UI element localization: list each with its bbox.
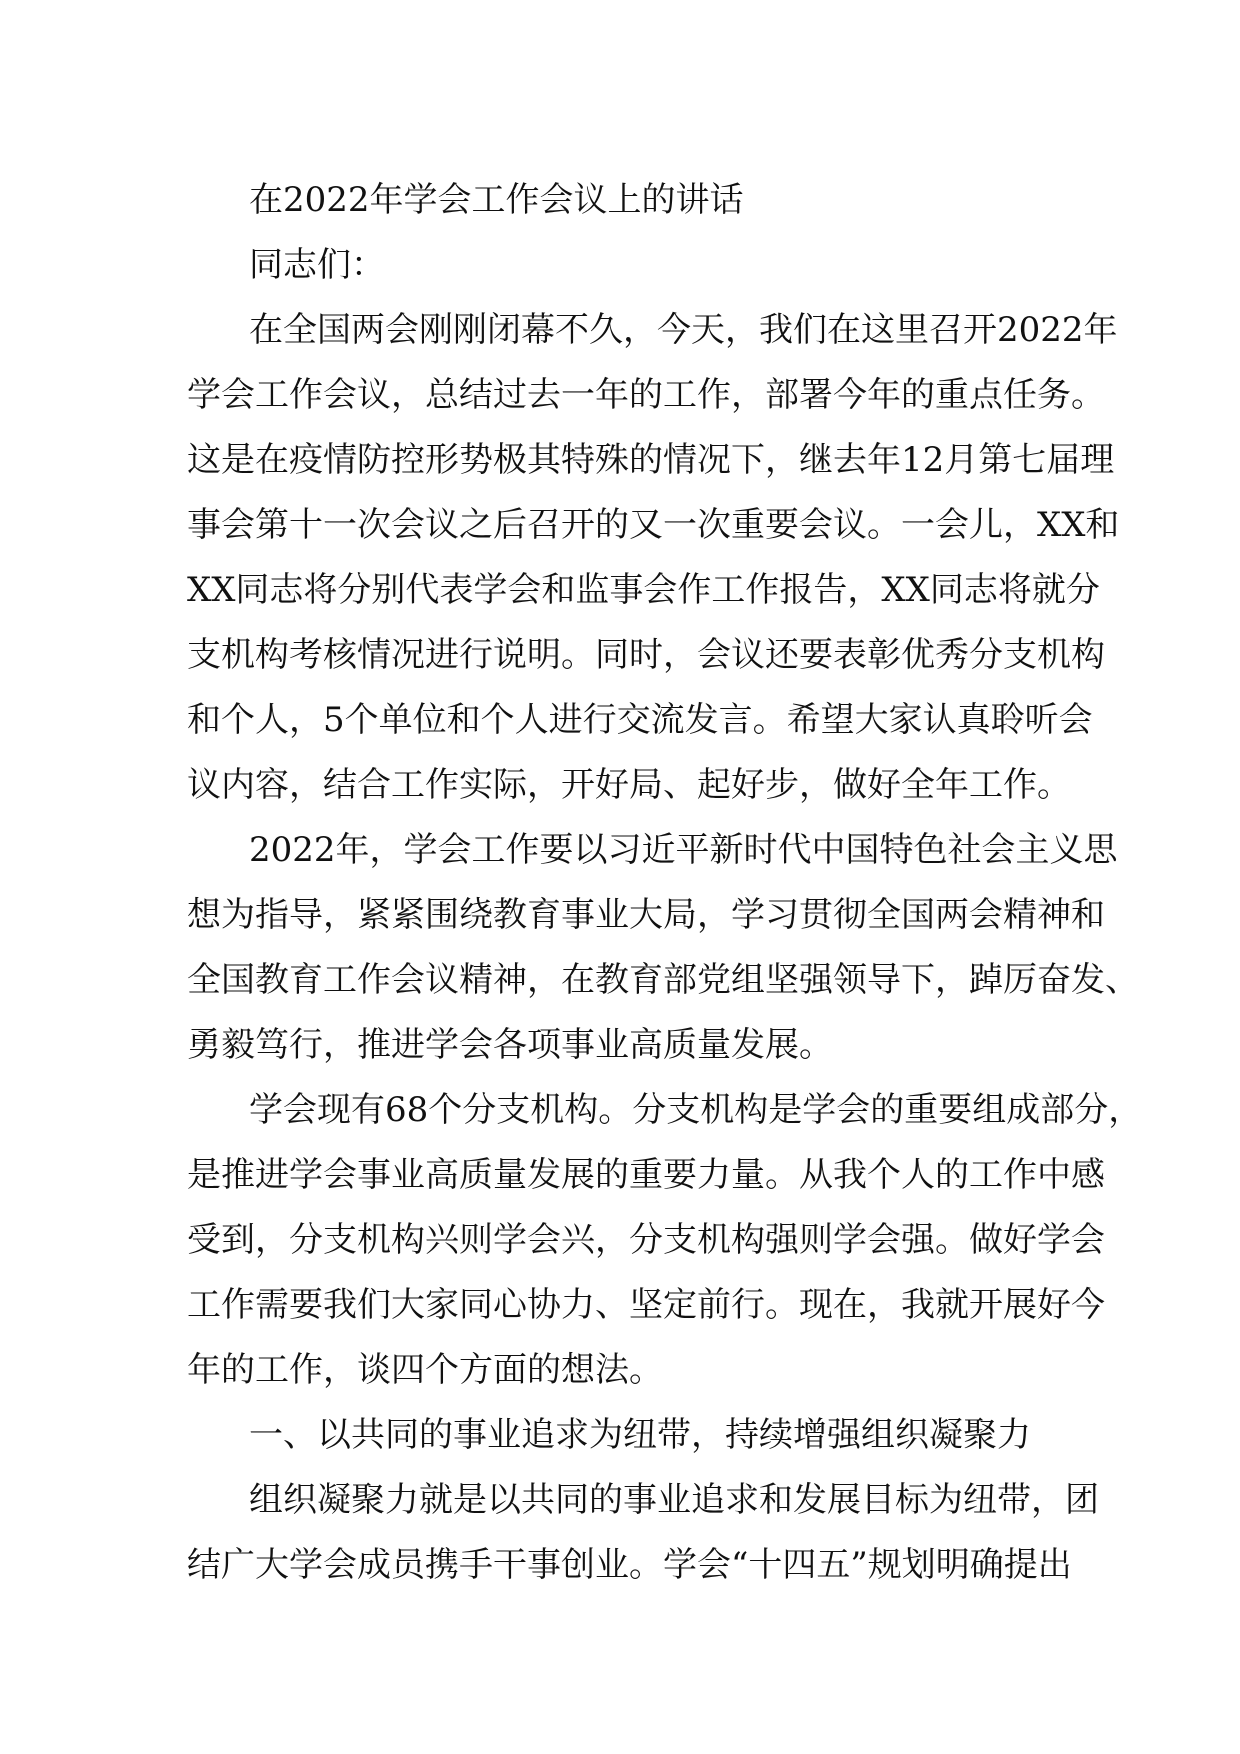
text-line: 这是在疫情防控形势极其特殊的情况下，继去年12月第七届理: [187, 440, 1115, 480]
text-line: 2022年，学会工作要以习近平新时代中国特色社会主义思: [249, 830, 1118, 870]
text-line: 和个人，5个单位和个人进行交流发言。希望大家认真聆听会: [187, 700, 1093, 740]
text-line: 结广大学会成员携手干事创业。学会“十四五”规划明确提出: [187, 1545, 1072, 1585]
salutation: 同志们：: [249, 245, 385, 285]
text-line: 一、以共同的事业追求为纽带，持续增强组织凝聚力: [249, 1415, 1031, 1455]
text-line: 年的工作，谈四个方面的想法。: [187, 1350, 663, 1390]
text-line: 支机构考核情况进行说明。同时，会议还要表彰优秀分支机构: [187, 635, 1105, 675]
text-line: 组织凝聚力就是以共同的事业追求和发展目标为纽带，团: [249, 1480, 1099, 1520]
text-line: 学会现有68个分支机构。分支机构是学会的重要组成部分，: [249, 1090, 1143, 1130]
text-line: 学会工作会议，总结过去一年的工作，部署今年的重点任务。: [187, 375, 1105, 415]
text-line: 议内容，结合工作实际，开好局、起好步，做好全年工作。: [187, 765, 1071, 805]
text-line: XX同志将分别代表学会和监事会作工作报告，XX同志将就分: [187, 570, 1100, 610]
text-line: 事会第十一次会议之后召开的又一次重要会议。一会儿，XX和: [187, 505, 1120, 545]
text-line: 想为指导，紧紧围绕教育事业大局，学习贯彻全国两会精神和: [187, 895, 1105, 935]
text-line: 全国教育工作会议精神，在教育部党组坚强领导下，踔厉奋发、: [187, 960, 1139, 1000]
document-title: 在2022年学会工作会议上的讲话: [249, 180, 744, 220]
text-line: 工作需要我们大家同心协力、坚定前行。现在，我就开展好今: [187, 1285, 1105, 1325]
text-line: 受到，分支机构兴则学会兴，分支机构强则学会强。做好学会: [187, 1220, 1105, 1260]
text-line: 勇毅笃行，推进学会各项事业高质量发展。: [187, 1025, 833, 1065]
text-line: 在全国两会刚刚闭幕不久，今天，我们在这里召开2022年: [249, 310, 1118, 350]
document-body: [187, 168, 1143, 1598]
text-line: 是推进学会事业高质量发展的重要力量。从我个人的工作中感: [187, 1155, 1105, 1195]
